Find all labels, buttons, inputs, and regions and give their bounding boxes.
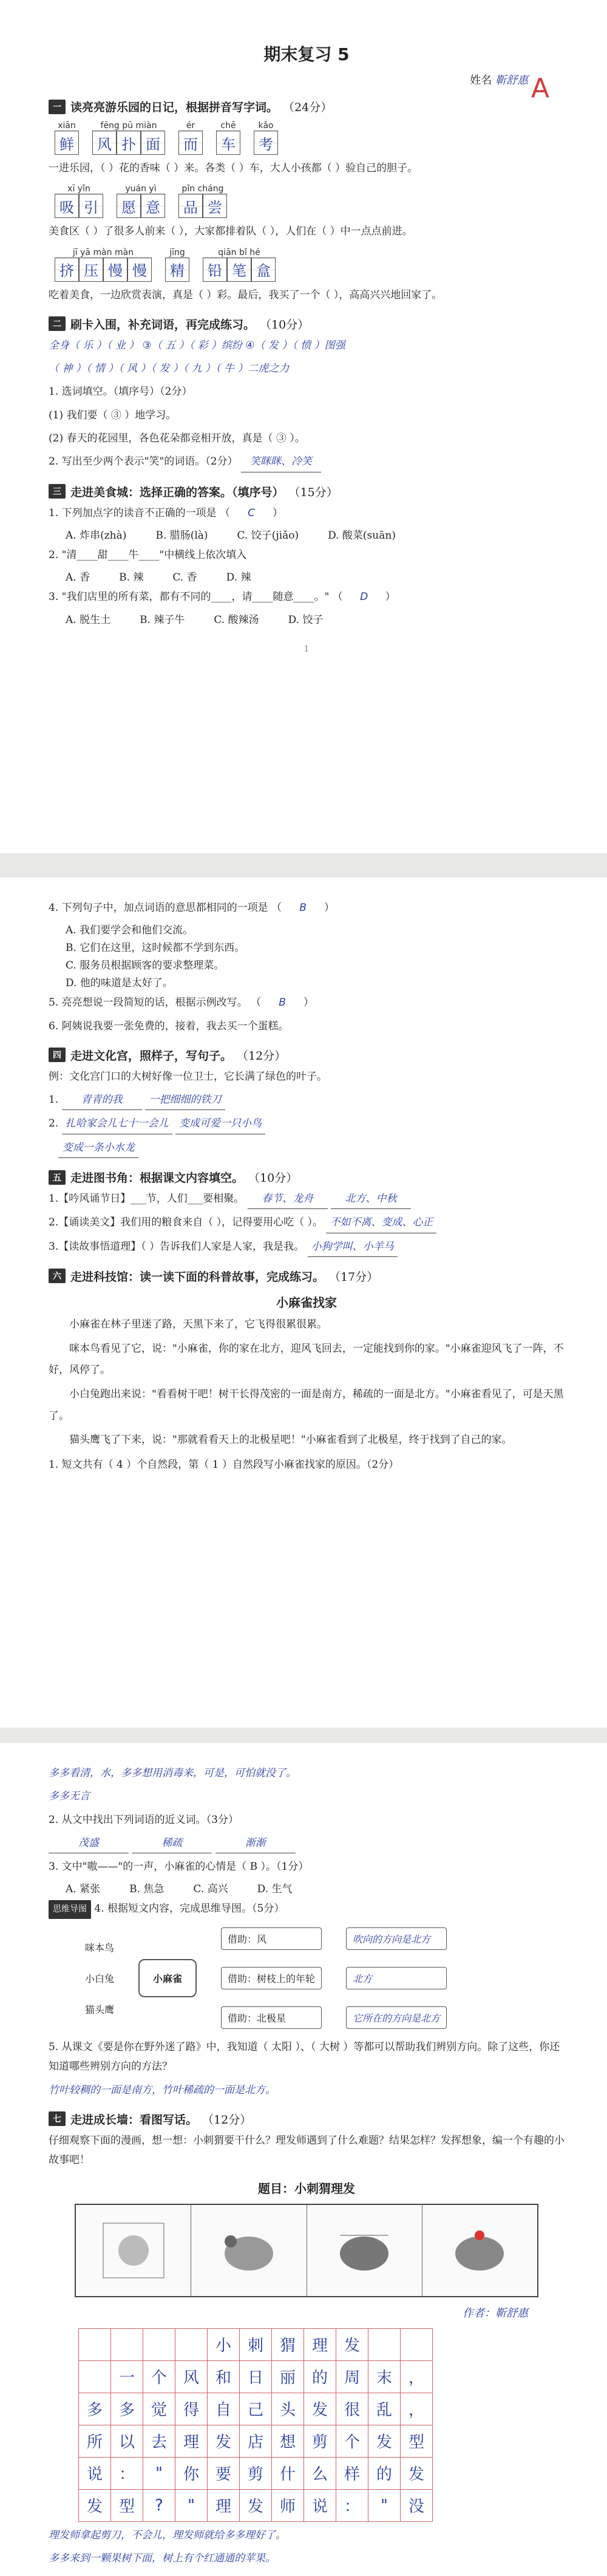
grid-cell[interactable] [400,2328,433,2361]
option[interactable]: A. 我们要学会和他们交流。 [66,924,194,937]
question: 2.【诵读美文】我们用的粮食来自（ ），记得要用心吃（ ）。 不如不离、变成、心正 [49,1213,565,1233]
option[interactable]: D. 生气 [257,1883,293,1896]
question: 1. 下列加点字的读音不正确的一项是 （ C ） [49,503,565,523]
grid-cell[interactable]: 么 [304,2457,336,2490]
answer-line [49,1138,565,1158]
section-6-header [49,1268,565,1284]
grid-cell[interactable]: 多 [110,2393,143,2425]
grid-row [79,2458,565,2490]
answer-box[interactable]: 而 [178,131,203,155]
answer[interactable]: 扎哈家会儿七十一会儿 [62,1114,172,1134]
pinyin-item: qiān bǐ hé 铅 笔 盒 [203,248,276,282]
mind-answer[interactable]: 吹向的方向是北方 [346,1927,447,1950]
grid-cell[interactable]: ， [400,2360,433,2393]
question: 5. 亮亮想说一段简短的话，根据示例改写。 （ B ） [49,993,565,1012]
grid-cell[interactable]: 一 [110,2360,143,2393]
handwritten-note: 多多无言 [49,1790,90,1803]
option[interactable]: A. 香 [66,571,90,584]
grid-cell[interactable]: 理 [175,2425,208,2458]
pinyin-item: chē 车 [216,121,240,155]
section-title: 走进科技馆：读一读下面的科普故事，完成练习。 [70,1270,325,1284]
answer[interactable]: B [279,997,286,1009]
author: 作者：靳舒惠 [463,2306,528,2320]
grid-cell[interactable]: 发 [336,2328,368,2361]
name-label: 姓名 [470,74,492,87]
question: 2. 写出至少两个表示"笑"的词语。（2分） 笑眯眯、冷笑 [49,452,565,472]
grid-cell[interactable]: 要 [207,2457,240,2490]
section-number: 七 [49,2111,66,2126]
paragraph: 吃着美食，一边欣赏表演，真是（ ）彩。最后，我买了一个（ ），高高兴兴地回家了。 [49,288,443,301]
answer[interactable]: 渐渐 [215,1833,296,1853]
answer-line: 2. 扎哈家会儿七十一会儿 变成可爱一只小鸟 [49,1114,565,1134]
answer-box[interactable]: 面 [141,131,165,155]
sheet-1 [0,0,607,853]
question: 3.【读故事悟道理】（ ）告诉我们人家是人家，我是我。 小狗学叫、小羊马 [49,1237,565,1257]
grid-cell[interactable]: 个 [336,2425,368,2458]
answer-box[interactable]: 考 [254,131,278,155]
grid-cell[interactable]: 说 [78,2457,111,2490]
grid-cell[interactable]: 说 [304,2489,336,2522]
pinyin-item: pǐn cháng 品 尝 [178,184,227,218]
grid-cell[interactable]: 猬 [271,2328,304,2361]
answer-box[interactable]: 慢 [127,257,152,282]
mind-mid [221,1927,322,2029]
question: 4. 下列句子中，加点词语的意思都相同的一项是 （ B ） [49,898,565,918]
question: 1. 短文共有（ 4 ）个自然段，第（ 1 ）自然段写小麻雀找家的原因。（2分） [49,1459,399,1471]
option[interactable]: B. 它们在这里，这时候都不学到东西。 [66,942,245,955]
answer-box[interactable]: 压 [79,257,103,282]
options [66,1880,565,1895]
page-number: 1 [304,644,310,654]
pinyin-item: ér 而 [178,121,203,155]
section-number: 六 [49,1269,66,1283]
paragraph: 美食区（ ）了很多人前来（ ），大家都排着队（ ），人们在（ ）中一点点前进。 [49,225,413,238]
mind-answer[interactable]: 它所在的方向是北方 [346,2006,447,2029]
section-title: 走进文化宫，照样子，写句子。 [70,1049,232,1063]
page-title: 期末复习 5 [263,44,350,64]
section-score: （10分） [260,318,310,332]
grid-cell[interactable] [78,2360,111,2393]
question: 2. "清____甜____牛____"中横线上依次填入 [49,548,247,561]
grid-cell[interactable]: ? [143,2489,175,2522]
pinyin-item: kǎo 考 [254,121,278,155]
article-paragraph: 猫头鹰飞了下来，说："那就看看天上的北极星吧！"小麻雀看到了北极星，终于找到了自己的家。 [69,1434,512,1446]
grid-cell[interactable]: 觉 [143,2393,175,2425]
answer-box[interactable]: 精 [165,257,189,282]
answer-box[interactable]: 扑 [117,131,141,155]
grid-row [79,2393,565,2425]
grade-mark: A [531,73,549,104]
article-title: 小麻雀找家 [276,1295,337,1310]
grid-row [79,2329,565,2361]
option[interactable]: B. 辣子牛 [140,613,185,626]
answer-box[interactable]: 愿 [117,194,141,218]
grid-cell[interactable]: 所 [78,2425,111,2458]
mind-node: 借助：北极星 [221,2006,322,2029]
name-row [49,72,528,87]
handwritten-note: 多多看清，水，多多想用消毒来，可是，可怕就没了。 [49,1767,296,1779]
pinyin-item: xiān 鲜 [55,121,79,155]
grid-cell[interactable]: 型 [400,2425,433,2458]
grid-cell[interactable]: 型 [110,2489,143,2522]
answer-box[interactable]: 铅 [203,257,227,282]
grid-cell[interactable]: 小 [207,2328,240,2361]
answer-line [49,1833,565,1853]
option[interactable]: C. 酸辣汤 [214,613,259,626]
question: 3. 文中"嗷——"的一声，小麻雀的心情是（ B ）。（1分） [49,1861,309,1873]
pinyin-answers [55,121,565,155]
answer-box[interactable]: 风 [92,131,117,155]
section-3-header [49,483,565,500]
option[interactable]: C. 服务员根据顾客的要求整理菜。 [66,959,225,972]
answer[interactable]: 不如不离、变成、心正 [326,1213,436,1233]
answer[interactable]: 一把细细的铁刀 [145,1090,225,1110]
pinyin-item: jī yā màn màn 挤 压 慢 慢 [55,248,152,282]
section-score: （24分） [283,101,333,114]
mind-answer[interactable]: 北方 [346,1967,447,1989]
article-paragraph: 咪本鸟看见了它，说："小麻雀，你的家在北方，迎风飞回去，一定能找到你的家。"小麻雀迎风飞了一阵，不好，风停了。 [49,1342,564,1377]
option[interactable]: B. 辣 [119,571,144,584]
article-paragraph: 小白兔跑出来说："看看树干吧！树干长得茂密的一面是南方，稀疏的一面是北方。"小麻雀看见了，可是天黑了。 [49,1388,564,1422]
answer-box[interactable]: 鲜 [55,131,79,155]
section-score: （10分） [248,1171,298,1185]
grid-cell[interactable]: 己 [239,2393,272,2425]
option[interactable]: B. 焦急 [129,1883,164,1896]
grid-cell[interactable]: 剪 [239,2457,272,2490]
question: 思维导图 4. 根据短文内容，完成思维导图。（5分） [49,1899,565,1919]
grid-cell[interactable]: 得 [175,2393,208,2425]
options [66,611,565,626]
grid-cell[interactable]: 多 [78,2393,111,2425]
answer-box[interactable]: 吸 [55,194,79,218]
grid-cell[interactable] [78,2328,111,2361]
options [66,526,565,542]
answer-box[interactable]: 尝 [203,194,227,218]
writing-grid [79,2329,565,2522]
comic-panel [307,2205,422,2296]
grid-cell[interactable]: 周 [336,2360,368,2393]
question: 1. 选词填空。（填序号）（2分） [49,386,192,398]
option[interactable]: D. 酸菜(suān) [328,529,396,542]
pinyin-answers [55,184,565,218]
section-title: 走进美食城：选择正确的答案。（填序号） [70,485,284,499]
grid-cell[interactable]: 发 [368,2425,401,2458]
grid-cell[interactable]: " [368,2489,401,2522]
topic: 题目：小刺猬理发 [258,2181,355,2196]
option[interactable]: B. 腊肠(là) [155,529,208,542]
section-number: 五 [49,1170,66,1185]
answer[interactable]: 笑眯眯、冷笑 [241,452,321,472]
mind-node: 小白兔 [85,1973,115,1985]
mind-node: 借助：风 [221,1927,322,1950]
mind-map [85,1927,565,2029]
grid-cell[interactable]: 什 [271,2457,304,2490]
question: (2) 春天的花园里，各色花朵都竞相开放，真是（ ③ ）。 [49,432,305,445]
grid-cell[interactable]: 发 [239,2489,272,2522]
answer[interactable]: 稀疏 [132,1833,212,1853]
pinyin-item: yuán yì 愿 意 [117,184,165,218]
paragraph: 一进乐园，（ ）花的香味（ ）来。各类（ ）车，大人小孩都（ ）验自己的胆子。 [49,162,418,174]
comic-panel [76,2205,191,2296]
grid-cell[interactable] [175,2328,208,2361]
grid-cell[interactable]: 风 [175,2360,208,2393]
question: 1.【吟风诵节日】___节，人们___要相聚。 春节、龙舟 北方、中秋 [49,1189,565,1209]
answer-box[interactable]: 引 [79,194,103,218]
mind-node: 咪本鸟 [85,1942,115,1954]
grid-cell[interactable]: 样 [336,2457,368,2490]
option[interactable]: A. 紧张 [66,1883,101,1896]
section-number: 一 [49,100,66,114]
grid-cell[interactable]: 师 [271,2489,304,2522]
grid-cell[interactable]: 个 [143,2360,175,2393]
grid-row [79,2425,565,2458]
option[interactable]: D. 他的味道是太好了。 [66,977,173,990]
comic-panel [422,2205,537,2296]
sheet-2 [0,877,607,1728]
mind-center: 小麻雀 [138,1959,197,1997]
options [66,921,565,989]
comic-strip [75,2204,538,2297]
section-score: （12分） [237,1049,287,1063]
mindmap-label: 思维导图 [49,1900,91,1919]
pinyin-answers [55,248,565,282]
answer-box[interactable]: 品 [178,194,203,218]
answer-box[interactable]: 慢 [103,257,127,282]
section-title: 走进成长墙：看图写话。 [70,2113,198,2127]
option[interactable]: D. 饺子 [288,613,324,626]
section-score: （12分） [202,2113,252,2127]
answer[interactable]: 春节、龙舟 [248,1189,328,1209]
sheet-3 [0,1743,607,2576]
grid-cell[interactable] [110,2328,143,2361]
section-title: 读亮亮游乐园的日记，根据拼音写字词。 [70,101,279,114]
grid-cell[interactable]: 乱 [368,2393,401,2425]
question: 2. 从文中找出下列词语的近义词。（3分） [49,1813,239,1826]
grid-cell[interactable]: 没 [400,2489,433,2522]
grid-cell[interactable]: 你 [175,2457,208,2490]
option[interactable]: C. 香 [172,571,197,584]
section-1-header [49,98,565,115]
grid-cell[interactable]: ， [400,2393,433,2425]
grid-row [79,2490,565,2522]
grid-cell[interactable]: " [175,2489,208,2522]
answer-box[interactable]: 车 [216,131,240,155]
handwritten-line: 理发师拿起剪刀，不会儿，理发师就给多多理好了。 [49,2529,286,2541]
question: (1) 我们要（ ③ ）地学习。 [49,409,177,421]
question: 仔细观察下面的漫画，想一想：小刺猬要干什么？理发师遇到了什么难题？结果怎样？发挥想象，编一个有趣的小故事吧！ [49,2134,565,2167]
grid-cell[interactable]: 发 [207,2425,240,2458]
article [49,1314,565,1451]
idiom-line: 全身（ 乐 ）（ 业 ） ③（ 五 ）（ 彩 ）缤纷 ④（ 发 ）（ 愤 ）图强 [49,339,345,352]
grid-cell[interactable]: 和 [207,2360,240,2393]
question: 6. 阿姨说我要一张免费的，接着，我去买一个蛋糕。 [49,1020,289,1032]
grid-cell[interactable]: 丽 [271,2360,304,2393]
grid-cell[interactable]: 头 [271,2393,304,2425]
answer[interactable]: C [248,506,255,519]
section-score: （17分） [329,1270,379,1284]
page-gap [0,853,607,877]
section-2-header [49,316,565,332]
grid-cell[interactable]: 的 [368,2457,401,2490]
answer-box[interactable]: 意 [141,194,165,218]
grid-cell[interactable]: 日 [239,2360,272,2393]
grid-cell[interactable]: ： [110,2457,143,2490]
answer[interactable]: 青青的我 [62,1090,142,1110]
mind-node: 借助：树枝上的年轮 [221,1967,322,1989]
option[interactable]: C. 高兴 [193,1883,228,1896]
grid-cell[interactable]: 剪 [304,2425,336,2458]
name-value: 靳舒惠 [495,74,528,87]
grid-cell[interactable]: 的 [304,2360,336,2393]
idiom-line: （ 神 ）（ 情 ）（ 风 ）（ 发 ）（ 九 ）（ 牛 ）二虎之力 [49,363,290,375]
grid-cell[interactable]: 刺 [239,2328,272,2361]
grid-cell[interactable]: " [143,2457,175,2490]
answer-box[interactable]: 盒 [251,257,276,282]
section-7-header [49,2111,565,2127]
answer[interactable]: 变成一条小水龙 [58,1138,138,1158]
section-title: 走进图书角：根据课文内容填空。 [70,1171,244,1185]
answer-box[interactable]: 挤 [55,257,79,282]
grid-cell[interactable]: 去 [143,2425,175,2458]
answer-box[interactable]: 笔 [227,257,251,282]
mind-node: 猫头鹰 [85,2004,115,2016]
answer[interactable]: B [299,902,307,914]
grid-cell[interactable]: 理 [207,2489,240,2522]
section-number: 四 [49,1048,66,1062]
answer[interactable]: 北方、中秋 [331,1189,411,1209]
grid-row [79,2361,565,2393]
answer-line: 1. 青青的我 一把细细的铁刀 [49,1090,565,1110]
author-row [49,2305,528,2320]
answer[interactable]: 变成可爱一只小鸟 [175,1114,265,1134]
option[interactable]: A. 脱生土 [66,613,111,626]
grid-cell[interactable]: 想 [271,2425,304,2458]
page-gap [0,1728,607,1743]
grid-cell[interactable]: 发 [400,2457,433,2490]
option[interactable]: A. 炸串(zhà) [66,529,127,542]
grid-cell[interactable]: 理 [304,2328,336,2361]
section-5-header [49,1169,565,1185]
question: 3. "我们店里的所有菜，都有不同的____，请____随意____。" （ D ） [49,587,565,607]
question: 5. 从课文《要是你在野外迷了路》中，我知道（ 太阳 ）、（ 大树 ）等都可以帮助我们辨别方向。除了这些，你还知道哪些辨别方向的方法？ [49,2041,560,2073]
options [66,568,565,584]
article-paragraph: 小麻雀在林子里迷了路，天黑下来了，它飞得很累很累。 [69,1318,327,1331]
grid-cell[interactable]: 发 [304,2393,336,2425]
grid-cell[interactable]: 自 [207,2393,240,2425]
pinyin-item: fēng pū miàn 风 扑 面 [92,121,165,155]
section-4-header [49,1047,565,1063]
pinyin-item: xī yǐn 吸 引 [55,184,103,218]
grid-cell[interactable]: 以 [110,2425,143,2458]
handwritten-answer[interactable]: 竹叶较稠的一面是南方，竹叶稀疏的一面是北方。 [49,2084,276,2096]
section-number: 二 [49,316,66,331]
grid-cell[interactable]: 店 [239,2425,272,2458]
handwritten-line: 多多来到一颗果树下面，树上有个红通通的苹果。 [49,2552,276,2564]
answer[interactable]: 茂盛 [49,1833,129,1853]
grid-cell[interactable]: 很 [336,2393,368,2425]
comic-panel [191,2205,307,2296]
section-score: （15分） [288,485,338,499]
grid-cell[interactable] [368,2328,401,2361]
grid-cell[interactable] [143,2328,175,2361]
pinyin-item: jīng 精 [165,248,189,282]
mind-left [85,1940,114,2016]
mind-right [346,1927,447,2029]
option[interactable]: D. 辣 [226,571,251,584]
section-number: 三 [49,484,66,499]
grid-cell[interactable]: 发 [78,2489,111,2522]
grid-cell[interactable]: 末 [368,2360,401,2393]
answer[interactable]: D [360,591,368,604]
example: 例：文化宫门口的大树好像一位卫士，它长满了绿色的叶子。 [49,1070,327,1083]
grid-cell[interactable]: ： [336,2489,368,2522]
option[interactable]: C. 饺子(jiǎo) [237,529,299,542]
section-title: 刷卡入围，补充词语，再完成练习。 [70,318,256,332]
answer[interactable]: 小狗学叫、小羊马 [308,1237,398,1257]
